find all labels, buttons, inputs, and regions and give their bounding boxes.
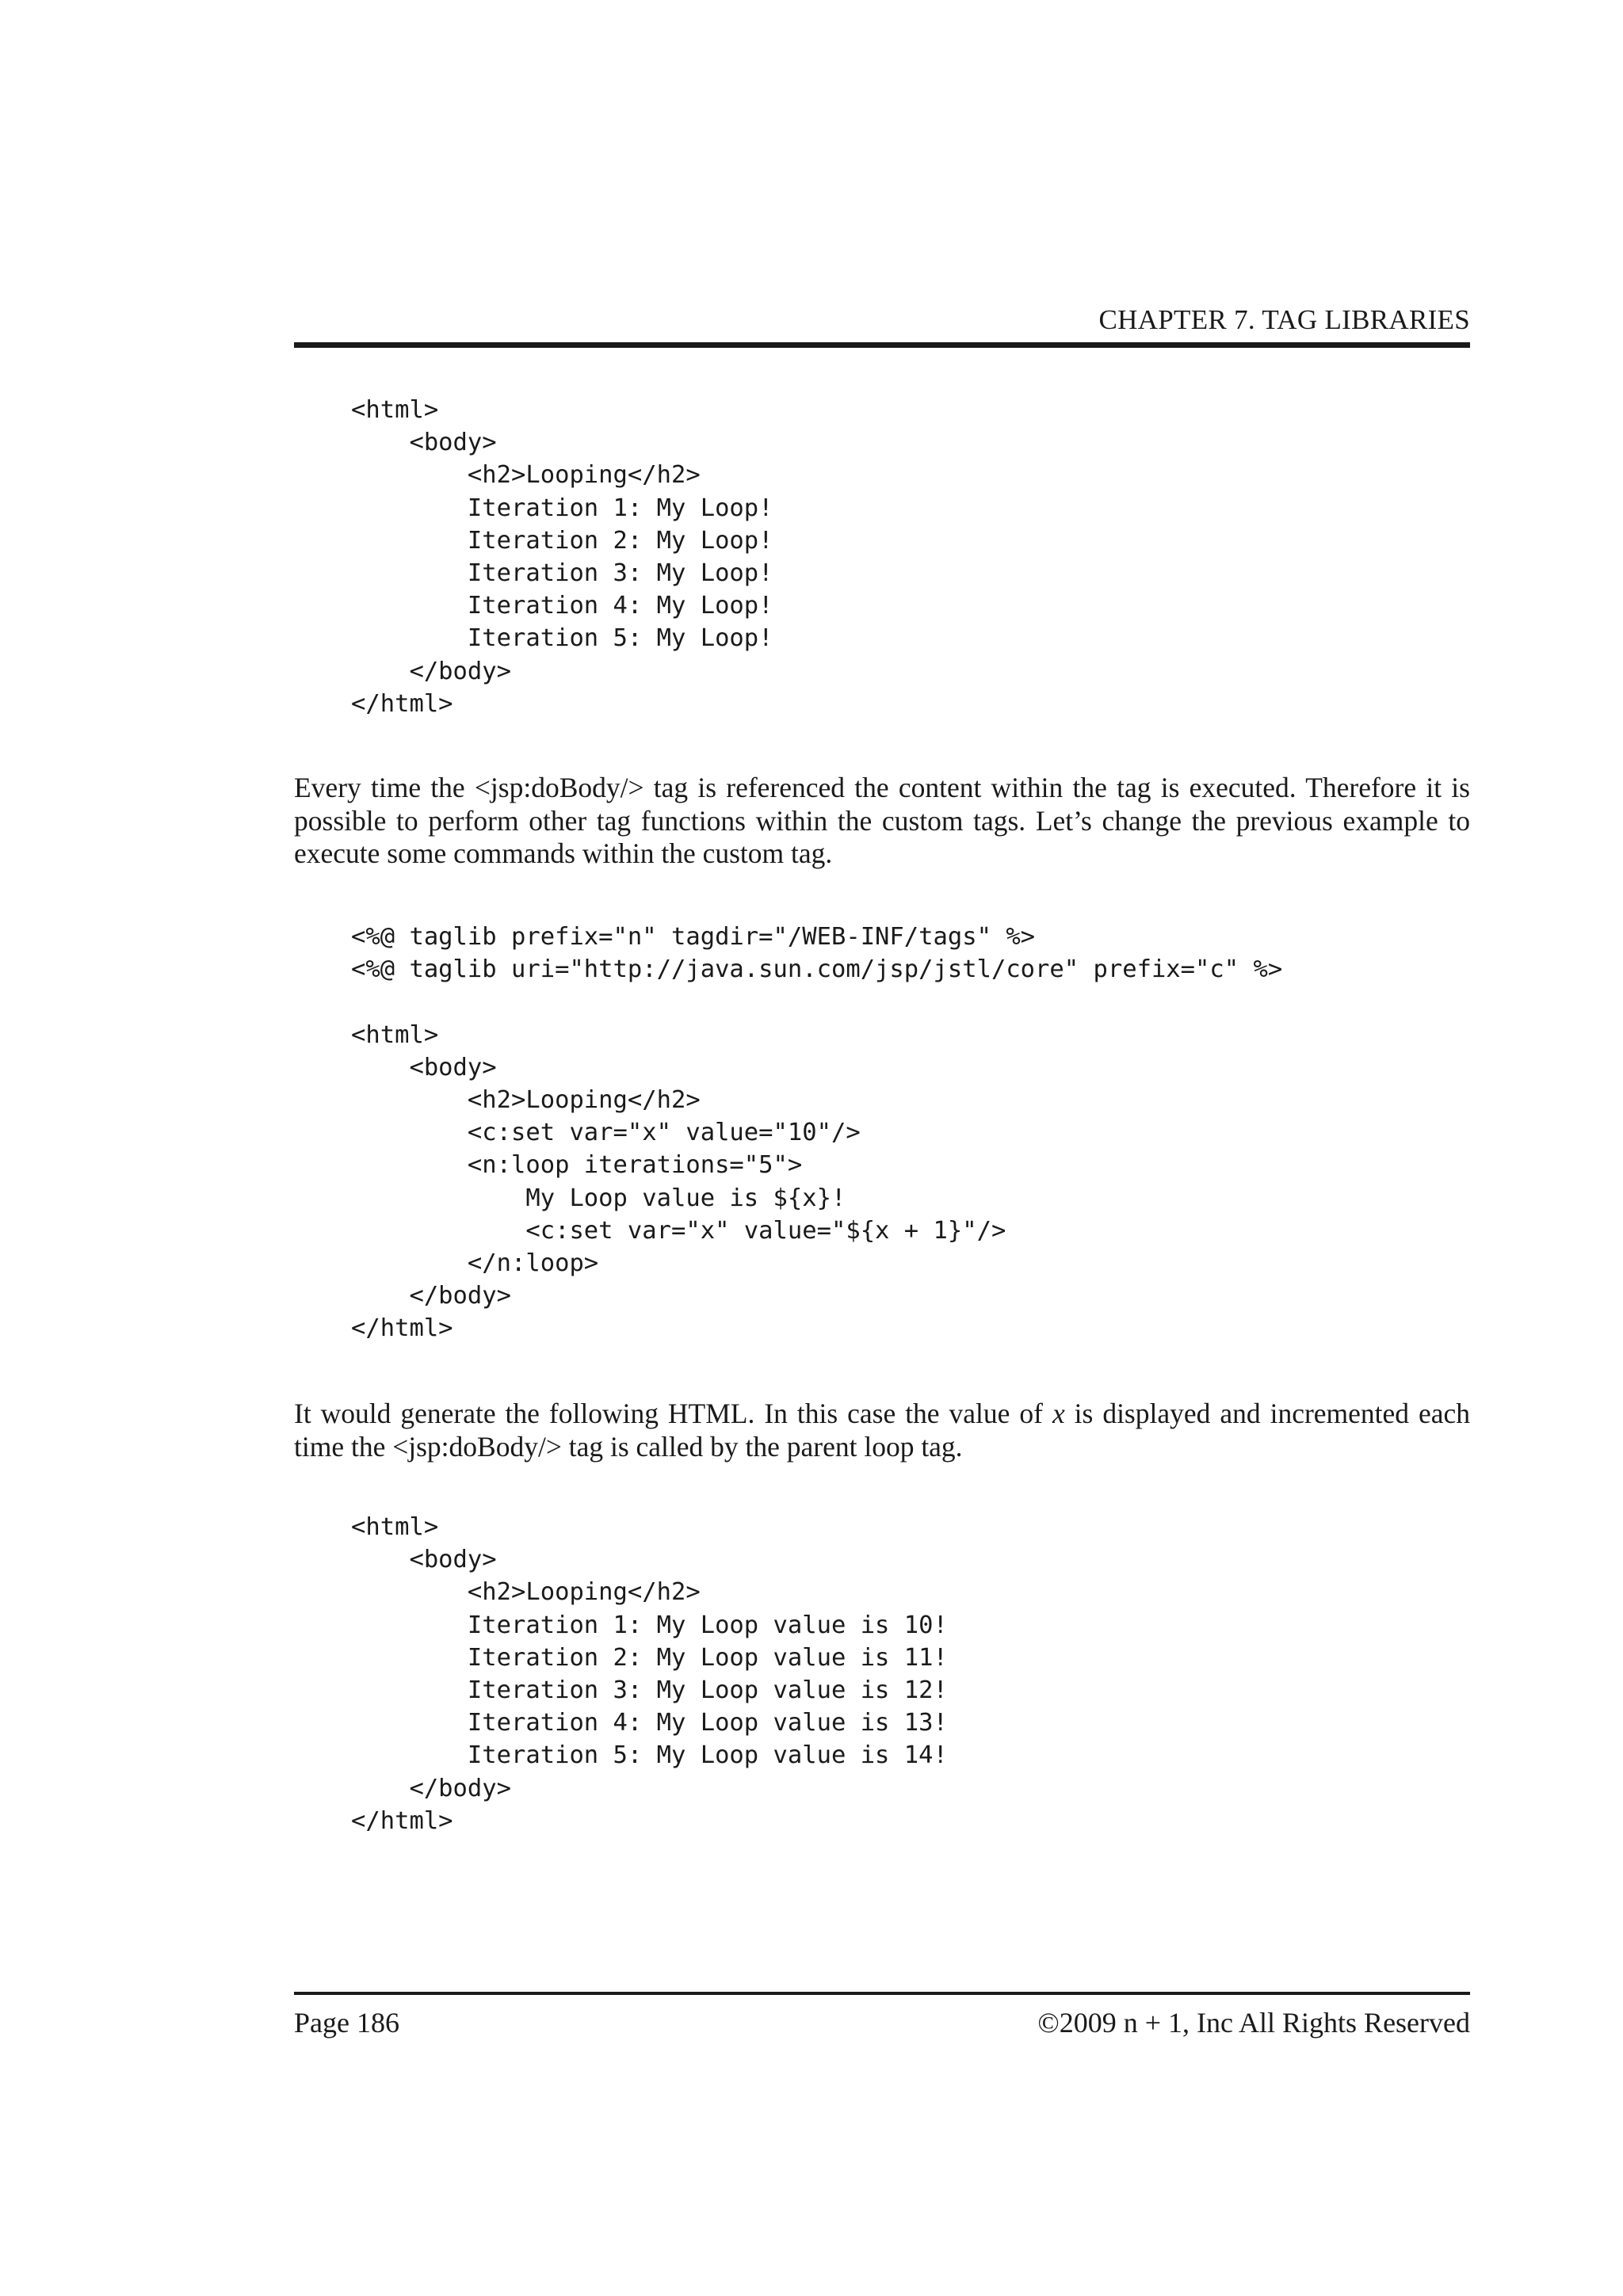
code-line: </html> [351, 689, 453, 718]
code-line: Iteration 4: My Loop! [351, 592, 773, 620]
code-line: My Loop value is ${x}! [351, 1184, 846, 1212]
code-line: </html> [351, 1314, 453, 1343]
code-line: <body> [351, 1053, 497, 1081]
code-line: <h2>Looping</h2> [351, 1578, 701, 1607]
page-footer [294, 2006, 1470, 2039]
code-block-html-output-1 [351, 394, 773, 720]
code-line: </body> [351, 1282, 511, 1310]
body-paragraph-2 [294, 1398, 1470, 1463]
code-line: <h2>Looping</h2> [351, 461, 701, 490]
code-line: Iteration 5: My Loop! [351, 624, 773, 653]
code-line: Iteration 3: My Loop! [351, 559, 773, 587]
code-line: <c:set var="x" value="10"/> [351, 1119, 861, 1147]
code-line: <body> [351, 429, 497, 457]
code-line: Iteration 5: My Loop value is 14! [351, 1741, 948, 1770]
code-line: Iteration 4: My Loop value is 13! [351, 1709, 948, 1737]
code-line: Iteration 2: My Loop value is 11! [351, 1643, 948, 1672]
code-line: <c:set var="x" value="${x + 1}"/> [351, 1216, 1006, 1245]
code-line: <html> [351, 396, 439, 424]
code-line: <%@ taglib uri="http://java.sun.com/jsp/jstl/core" prefix="c" %> [351, 955, 1283, 984]
code-line: </body> [351, 1774, 511, 1802]
code-line [351, 986, 1282, 1018]
page-number: Page 186 [294, 2007, 399, 2039]
variable-name: x [1052, 1398, 1065, 1429]
code-line: <%@ taglib prefix="n" tagdir="/WEB-INF/tags" %> [351, 923, 1036, 951]
header-rule [294, 342, 1470, 348]
code-block-jsp-source [351, 921, 1282, 1344]
code-line: </n:loop> [351, 1249, 599, 1277]
body-paragraph-1: Every time the <jsp:doBody/> tag is referenced the content within the tag is executed. Therefore it is possible to perform other tag functions within the custom tags. Let’s change the previous example to execute some commands within the custom tag. [294, 772, 1470, 869]
code-block-html-output-2 [351, 1511, 948, 1837]
running-head: CHAPTER 7. TAG LIBRARIES [1098, 304, 1470, 335]
paragraph-text: It would generate the following HTML. In this case the value of [294, 1398, 1052, 1429]
code-line: Iteration 1: My Loop! [351, 494, 773, 522]
code-line: <html> [351, 1513, 439, 1541]
code-line: </body> [351, 657, 511, 685]
code-line: <body> [351, 1546, 497, 1574]
code-line: <n:loop iterations="5"> [351, 1151, 803, 1180]
code-line: </html> [351, 1806, 453, 1835]
paragraph-text: is displayed and incremented each time the <jsp:doBody/> tag is called by the parent loop tag. [294, 1398, 1471, 1463]
code-line: Iteration 1: My Loop value is 10! [351, 1611, 948, 1639]
code-line: Iteration 3: My Loop value is 12! [351, 1676, 948, 1704]
copyright-notice: ©2009 n + 1, Inc All Rights Reserved [1037, 2007, 1470, 2039]
code-line: <html> [351, 1020, 439, 1049]
code-line: Iteration 2: My Loop! [351, 526, 773, 555]
footer-rule [294, 1992, 1470, 1995]
code-line: <h2>Looping</h2> [351, 1085, 701, 1114]
